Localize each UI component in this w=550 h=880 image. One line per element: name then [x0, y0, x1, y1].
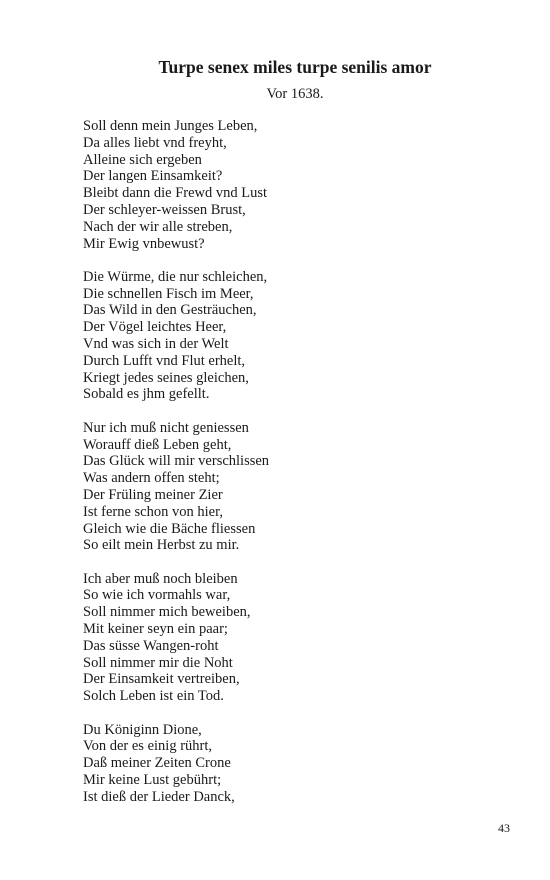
stanza: [83, 420, 503, 554]
verse-line: Nach der wir alle streben,: [83, 218, 233, 235]
verse-line: Nur ich muß nicht geniessen: [83, 419, 249, 436]
verse-line: Durch Lufft vnd Flut erhelt,: [83, 352, 246, 369]
verse-line: Sobald es jhm gefellt.: [83, 386, 210, 403]
verse-line: Der Vögel leichtes Heer,: [83, 319, 227, 336]
verse-line: Bleibt dann die Frewd vnd Lust: [83, 185, 268, 202]
verse-line: Ist dieß der Lieder Danck,: [83, 788, 235, 805]
verse-line: Der Einsamkeit vertreiben,: [83, 671, 240, 688]
verse-line: Solch Leben ist ein Tod.: [83, 688, 224, 705]
verse-line: Gleich wie die Bäche fliessen: [83, 520, 256, 537]
verse-line: Worauff dieß Leben geht,: [83, 436, 232, 453]
verse-line: Was andern offen steht;: [83, 470, 220, 487]
stanza: [83, 269, 503, 403]
verse-line: Du Königinn Dione,: [83, 721, 202, 738]
verse-line: Da alles liebt vnd freyht,: [83, 134, 227, 151]
poem-body: [83, 118, 503, 822]
page-number: 43: [498, 821, 510, 835]
verse-line: Mit keiner seyn ein paar;: [83, 621, 228, 638]
stanza: [83, 571, 503, 705]
poem-date: Vor 1638.: [266, 86, 324, 102]
verse-line: Von der es einig rührt,: [83, 738, 212, 755]
verse-line: Der Früling meiner Zier: [83, 486, 223, 503]
verse-line: Das süsse Wangen-roht: [83, 637, 219, 654]
verse-line: Ist ferne schon von hier,: [83, 503, 223, 520]
verse-line: Die Würme, die nur schleichen,: [83, 268, 268, 285]
stanza: [83, 118, 503, 252]
verse-line: Das Wild in den Gesträuchen,: [83, 302, 257, 319]
verse-line: Vnd was sich in der Welt: [83, 336, 229, 353]
verse-line: Die schnellen Fisch im Meer,: [83, 285, 254, 302]
verse-line: Kriegt jedes seines gleichen,: [83, 369, 249, 386]
verse-line: Soll denn mein Junges Leben,: [83, 118, 258, 134]
verse-line: Das Glück will mir verschlissen: [83, 453, 270, 470]
verse-line: Soll nimmer mich beweiben,: [83, 604, 251, 621]
poem-title: Turpe senex miles turpe senilis amor: [158, 57, 432, 77]
stanza: [83, 722, 503, 806]
verse-line: Mir Ewig vnbewust?: [83, 235, 205, 252]
verse-line: Mir keine Lust gebührt;: [83, 771, 222, 788]
verse-line: So eilt mein Herbst zu mir.: [83, 537, 240, 554]
verse-line: So wie ich vormahls war,: [83, 587, 231, 604]
verse-line: Soll nimmer mir die Noht: [83, 654, 233, 671]
verse-line: Alleine sich ergeben: [83, 151, 202, 168]
verse-line: Der schleyer-weissen Brust,: [83, 201, 246, 218]
verse-line: Daß meiner Zeiten Crone: [83, 755, 231, 772]
verse-line: Ich aber muß noch bleiben: [83, 570, 238, 587]
verse-line: Der langen Einsamkeit?: [83, 168, 223, 185]
